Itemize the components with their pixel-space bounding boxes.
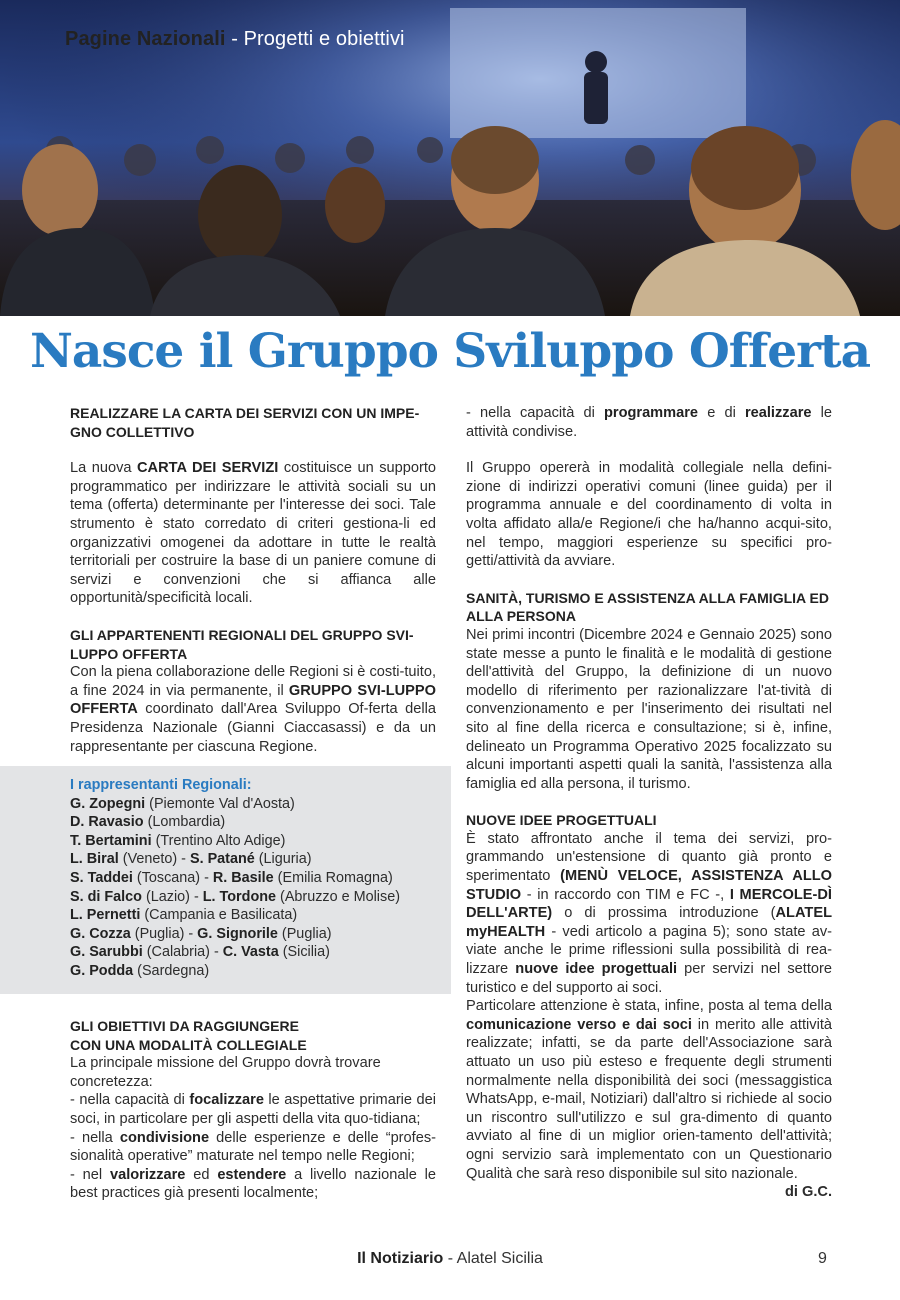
list-item: L. Pernetti (Campania e Basilicata) (70, 907, 298, 924)
paragraph-sanita: Nei primi incontri (Dicembre 2024 e Gennaio 2025) sono state messe a punto le finalità e le modalità di gestione dell'attività del Gruppo, la definizione di un nuovo modello di riferimento per razionalizzare l'at-tività di convenzionamento e per l'inserimento dei risultati nel sito al fine della ricerca e consultazione; si è, infine, delineato un Programma Operativo 2025 focalizzato su alcuni importanti aspetti quali la sanità, l'assistenza alla famiglia ed alla persona, il turismo. (466, 626, 832, 792)
list-item: G. Zopegni (Piemonte Val d'Aosta) (70, 795, 295, 812)
paragraph-nuove-idee: È stato affrontato anche il tema dei servizi, pro-grammando un'estensione di quanto già pronto e sperimentato (MENÙ VELOCE, ASSISTENZA ALLO STUDIO - in raccordo con TIM e FC -, I MERCOLE-DÌ DELL'ARTE) o di prossima introduzione (ALATEL myHEALTH - vedi articolo a pagina 5); sono state av-viate anche le prime riflessioni sulla possibilità di rea-lizzare nuove idee progettuali per servizi nel settore turistico e del supporto ai soci. (466, 830, 832, 996)
section-subtitle: Progetti e obiettivi (243, 28, 405, 50)
page-number: 9 (818, 1250, 827, 1267)
list-item: S. di Falco (Lazio) - L. Tordone (Abruzzo e Molise) (70, 888, 400, 905)
bullet-programmare: - nella capacità di programmare e di realizzare le attività condivise. (466, 405, 832, 440)
bullet-condivisione: - nella condivisione delle esperienze e delle “profes-sionalità operative” maturate nel tempo nelle Regioni; (70, 1129, 436, 1165)
speaker (585, 51, 607, 73)
representatives-list (70, 776, 440, 981)
list-item: G. Podda (Sardegna) (70, 962, 210, 979)
representatives-title: I rappresentanti Regionali: (70, 777, 252, 793)
article-title: Nasce il Gruppo Sviluppo Offerta (29, 324, 871, 379)
author-signature: di G.C. (784, 1184, 832, 1201)
bullet-focalizzare: - nella capacità di focalizzare le aspettative primarie dei soci, in particolare per gli aspetti della vita quo-tidiana; (70, 1092, 436, 1127)
organization-name: Alatel Sicilia (456, 1250, 543, 1267)
paragraph-comunicazione: Particolare attenzione è stata, infine, posta al tema della comunicazione verso e dai soci in merito alle attività realizzate; infatti, se da parte dell'Associazione sarà attuato un uso più esteso e frequente degli strumenti normalmente nella disponibilità dei soci (messaggistica WhatsApp, e-mail, Notiziari) dall'altro si richiede al socio un riscontro sull'utilizzo e sul gra-dimento di quanto avviato al fine di un miglior orien-tamento dell'attività; ogni servizio sarà implementato con un Questionario Qualità che sarà reso disponibile sul sito nazionale. di G.C. (466, 998, 832, 1201)
list-item: S. Taddei (Toscana) - R. Basile (Emilia Romagna) (70, 869, 393, 886)
paragraph-obiettivi-intro: La principale missione del Gruppo dovrà trovare concretezza: (70, 1055, 381, 1090)
section-heading-obiettivi: GLI OBIETTIVI DA RAGGIUNGERE CON UNA MODALITÀ COLLEGIALE (70, 1018, 307, 1053)
section-heading-carta: REALIZZARE LA CARTA DEI SERVIZI CON UN IMPE-GNO COLLETTIVO (70, 405, 420, 440)
list-item: T. Bertamini (Trentino Alto Adige) (70, 832, 286, 849)
list-item: G. Cozza (Puglia) - G. Signorile (Puglia) (70, 925, 332, 942)
section-heading-sanita: SANITÀ, TURISMO E ASSISTENZA ALLA FAMIGLIA ED ALLA PERSONA (466, 589, 829, 625)
list-item: L. Biral (Veneto) - S. Patané (Liguria) (70, 851, 312, 868)
magazine-name: Il Notiziario (357, 1250, 444, 1267)
paragraph-appartenenti: Con la piena collaborazione delle Regioni si è costi-tuito, a fine 2024 in via permanente, il GRUPPO SVI-LUPPO OFFERTA coordinato dall'Area Sviluppo Of-ferta della Presidenza Nazionale (Gianni Ciaccasassi) e da un rappresentante per ciascuna Regione. (70, 664, 436, 755)
hero-photo (0, 0, 900, 316)
paragraph-gruppo: Il Gruppo opererà in modalità collegiale nella defini-zione di indirizzi operativi comuni (linee guida) per il programma annuale e del coordinamento di volta in volta affidato alla/e Regione/i che ha/hanno acqui-sito, nel tempo, maggiori esperienze su specifici pro-getti/attività da avviare. (466, 460, 832, 570)
right-column (466, 404, 832, 1202)
left-column-bottom (70, 1017, 436, 1203)
section-heading-nuove-idee: NUOVE IDEE PROGETTUALI (466, 812, 657, 829)
section-name: Pagine Nazionali (65, 28, 226, 50)
list-item: G. Sarubbi (Calabria) - C. Vasta (Sicilia) (70, 944, 330, 961)
left-column (70, 404, 436, 756)
list-item: D. Ravasio (Lombardia) (70, 814, 226, 831)
footer: Il Notiziario - Alatel Sicilia (357, 1250, 543, 1267)
section-label: Pagine Nazionali - Progetti e obiettivi (65, 28, 405, 50)
bullet-valorizzare: - nel valorizzare ed estendere a livello nazionale le best practices già presenti localmente; (70, 1166, 436, 1202)
section-heading-appartenenti: GLI APPARTENENTI REGIONALI DEL GRUPPO SVI-LUPPO OFFERTA (70, 626, 414, 662)
paragraph-carta: La nuova CARTA DEI SERVIZI costituisce un supporto programmatico per indirizzare le attività sociali su un tema (offerta) determinante per l'interesse dei soci. Tale strumento è stato corredato di criteri gestiona-li ed organizzativi omogenei da adottare in tutte le realtà territoriali per costruire la base di un paniere comune di servizi e convenzioni che si affianca alle opportunità/specificità locali. (70, 460, 436, 607)
